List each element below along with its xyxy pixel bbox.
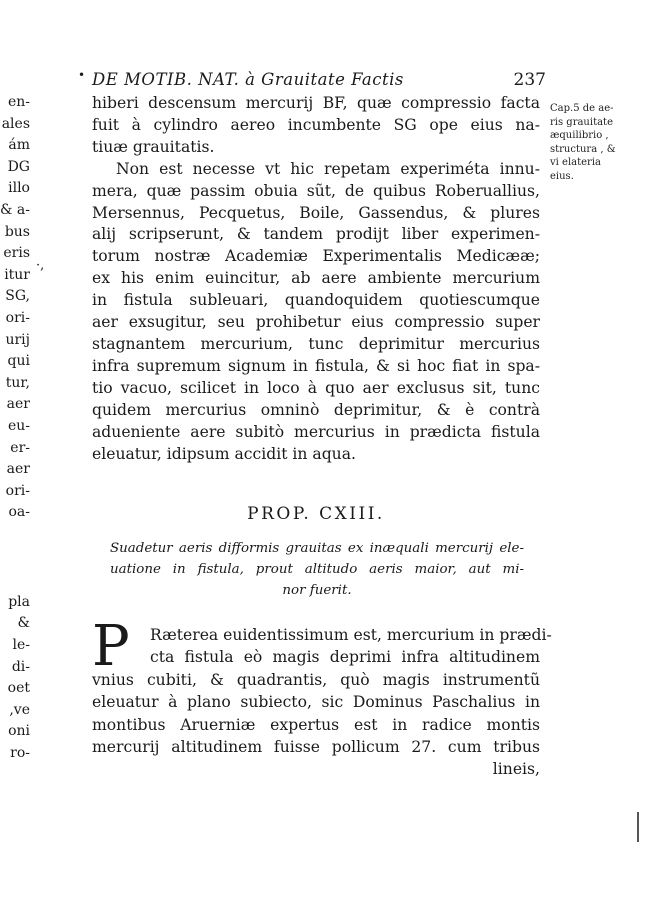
text-line: in fistula subleuari, quandoquidem quotiescumque xyxy=(92,291,540,310)
text-line: aer exsugitur, seu prohibetur eius compressio super xyxy=(92,313,540,332)
summary-line: uatione in fistula, prout altitudo aeris maior, aut mi- xyxy=(110,562,524,577)
text-line: Mersennus, Pecquetus, Boile, Gassendus, & plures xyxy=(92,203,540,222)
edge-fragment: en- xyxy=(7,94,30,110)
proposition-heading: PROP. CXIII. xyxy=(247,504,385,524)
ink-dot: • xyxy=(78,68,86,82)
edge-fragment: SG, xyxy=(5,288,30,305)
page-number: 237 xyxy=(513,70,546,90)
edge-fragment: illo xyxy=(8,180,30,197)
text-line: ex his enim euincitur, ab aere ambiente mercurium xyxy=(92,269,540,288)
edge-fragment: oa- xyxy=(8,504,30,521)
edge-fragment: eris xyxy=(3,245,30,262)
left-page-edge xyxy=(0,92,30,765)
running-title: DE MOTIB. NAT. à Grauitate Factis xyxy=(92,70,404,89)
text-line: tio vacuo, scilicet in loco à quo aer exclusus sit, tunc xyxy=(92,378,540,397)
edge-fragment: ,ve xyxy=(9,701,30,718)
edge-fragment: tur, xyxy=(5,374,30,391)
edge-fragment: qui xyxy=(7,353,30,370)
margin-note-line: structura , & xyxy=(550,143,616,155)
margin-note-line: Cap.5 de ae- xyxy=(550,103,614,114)
edge-fragment: ales xyxy=(1,115,30,132)
text-line: montibus Aruerniæ expertus est in radice montis xyxy=(92,715,540,734)
edge-fragment: eu- xyxy=(7,417,30,434)
edge-fragment: aer xyxy=(6,461,30,478)
main-text xyxy=(92,93,540,465)
edge-fragment: & a- xyxy=(0,201,30,218)
edge-fragment: aer xyxy=(6,396,30,413)
margin-note-line: ris grauitate xyxy=(550,116,613,128)
edge-fragment: ori- xyxy=(5,482,30,499)
paragraph-praeterea xyxy=(92,624,552,781)
edge-fragment: pla xyxy=(8,593,30,610)
margin-note xyxy=(550,102,650,184)
edge-fragment: di- xyxy=(11,658,30,675)
running-header xyxy=(92,70,546,89)
drop-cap: P xyxy=(92,614,130,679)
text-line: infra supremum signum in fistula, & si hoc fiat in spa- xyxy=(92,356,540,375)
text-line: Non est necesse vt hic repetam experiméta innu- xyxy=(116,159,540,178)
text-line: lineis, xyxy=(492,760,540,779)
edge-fragment: ori- xyxy=(5,309,30,326)
edge-fragment: bus xyxy=(4,223,30,240)
text-line: tiuæ grauitatis. xyxy=(92,137,215,156)
text-line: eleuatur à plano subiecto, sic Dominus Paschalius in xyxy=(92,693,540,712)
text-line: fuit à cylindro aereo incumbente SG ope eius na- xyxy=(92,115,540,134)
text-line: vnius cubiti, & quadrantis, quò magis instrumentũ xyxy=(92,670,540,689)
edge-fragment: urij xyxy=(5,331,30,348)
margin-note-line: vi elateria xyxy=(550,157,601,169)
text-line: hiberi descensum mercurij BF, quæ compressio facta xyxy=(92,94,540,112)
edge-fragment: ám xyxy=(8,137,30,154)
proposition-summary xyxy=(110,538,524,601)
summary-line: nor fuerit. xyxy=(282,583,352,598)
edge-fragment: & xyxy=(17,615,30,632)
text-line: mercurij altitudinem fuisse pollicum 27. cum tribus xyxy=(92,738,540,757)
text-line: stagnantem mercurium, tunc deprimitur mercurius xyxy=(92,334,540,353)
page-edge-rule xyxy=(637,812,639,842)
text-line: adueniente aere subitò mercurius in prædicta fistula xyxy=(92,422,540,441)
text-line: cta fistula eò magis deprimi infra altitudinem xyxy=(150,648,540,667)
edge-fragment: ro- xyxy=(10,745,30,762)
text-line: eleuatur, idipsum accidit in aqua. xyxy=(92,444,356,463)
edge-fragment: le- xyxy=(12,637,30,654)
edge-fragment: oet xyxy=(7,680,30,697)
text-line: quidem mercurius omninò deprimitur, & è contrà xyxy=(92,400,540,419)
edge-fragment: itur xyxy=(4,266,30,283)
text-line: mera, quæ passim obuia sũt, de quibus Roberuallius, xyxy=(92,181,540,200)
edge-fragment: er- xyxy=(10,439,30,456)
margin-note-line: æquilibrio , xyxy=(550,130,609,142)
text-line: Ræterea euidentissimum est, mercurium in prædi- xyxy=(150,626,552,644)
text-line: alij scripserunt, & tandem prodijt liber experimen- xyxy=(92,225,540,244)
edge-fragment: DG xyxy=(7,158,30,175)
margin-note-line: eius. xyxy=(550,170,574,182)
summary-line: Suadetur aeris difformis grauitas ex inæquali mercurij ele- xyxy=(110,541,524,556)
edge-mark: ·, xyxy=(36,258,45,273)
text-line: torum nostræ Academiæ Experimentalis Medicææ; xyxy=(92,247,540,266)
edge-fragment: oni xyxy=(8,723,30,740)
